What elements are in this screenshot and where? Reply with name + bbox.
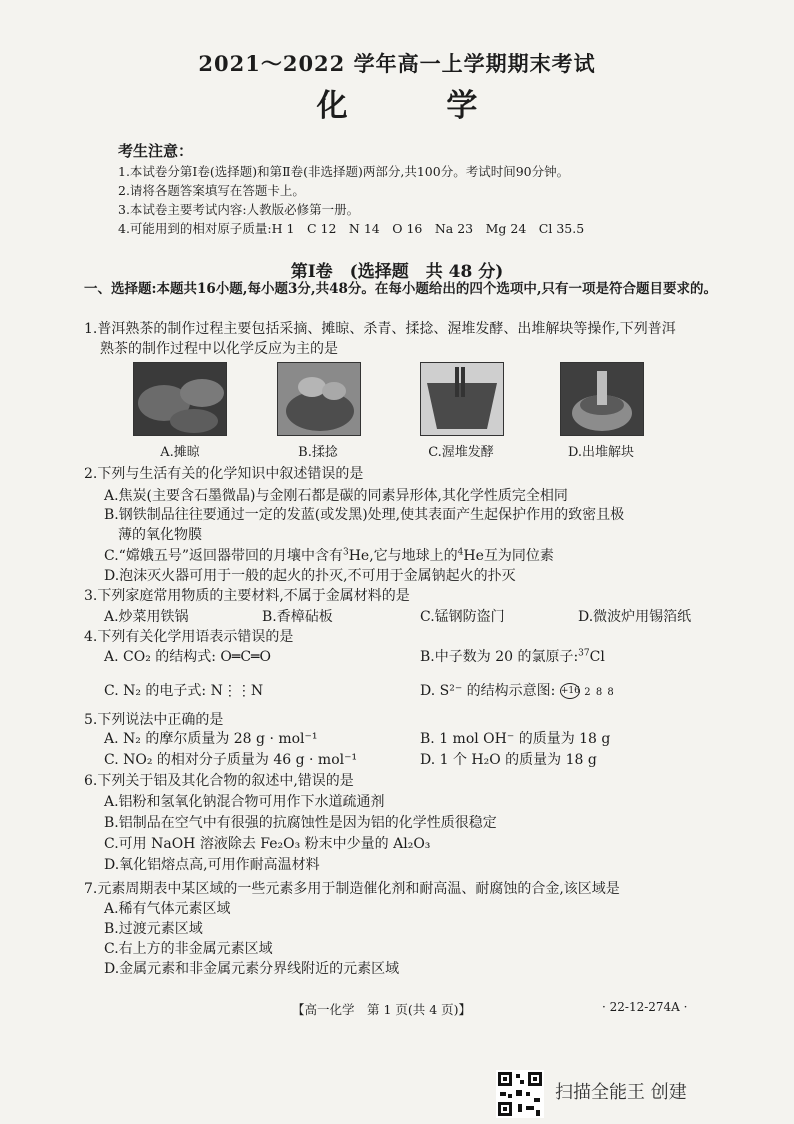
photo-c-pile-fermentation bbox=[420, 362, 504, 436]
q6-option-a: A.铝粉和氢氧化钠混合物可用作下水道疏通剂 bbox=[104, 794, 385, 810]
q3-stem: 3.下列家庭常用物质的主要材料,不属于金属材料的是 bbox=[84, 588, 410, 604]
q7-option-d: D.金属元素和非金属元素分界线附近的元素区域 bbox=[104, 961, 400, 977]
q5-stem: 5.下列说法中正确的是 bbox=[84, 712, 224, 728]
notice-item: 4.可能用到的相对原子质量:H 1 C 12 N 14 O 16 Na 23 Mg 24 Cl 35.5 bbox=[118, 221, 585, 236]
qr-code-icon bbox=[496, 1070, 544, 1118]
q5-option-c: C. NO₂ 的相对分子质量为 46 g · mol⁻¹ bbox=[104, 752, 358, 768]
q5-option-b: B. 1 mol OH⁻ 的质量为 18 g bbox=[420, 731, 611, 747]
q2-option-b-line2: 薄的氧化物膜 bbox=[118, 527, 202, 543]
q6-option-d: D.氧化铝熔点高,可用作耐高温材料 bbox=[104, 857, 320, 873]
q7-option-c: C.右上方的非金属元素区域 bbox=[104, 941, 273, 957]
electron-shells: 2 8 8 bbox=[584, 687, 615, 698]
q5-option-a: A. N₂ 的摩尔质量为 28 g · mol⁻¹ bbox=[104, 731, 318, 747]
q4-stem: 4.下列有关化学用语表示错误的是 bbox=[84, 629, 294, 645]
scanner-watermark: 扫描全能王 创建 bbox=[555, 1082, 687, 1103]
q4-option-a: A. CO₂ 的结构式: O═C═O bbox=[104, 649, 271, 665]
q1-stem-line2: 熟茶的制作过程中以化学反应为主的是 bbox=[100, 341, 338, 357]
q3-option-d: D.微波炉用锡箔纸 bbox=[578, 609, 692, 625]
photo-d-breaking-clumps bbox=[560, 362, 644, 436]
q2-option-c: C.“嫦娥五号”返回器带回的月壤中含有$^3$He,它与地球上的$^4$He互为同位素 bbox=[104, 547, 554, 564]
q7-option-b: B.过渡元素区域 bbox=[104, 921, 203, 937]
q2-option-d: D.泡沫灭火器可用于一般的起火的扑灭,不可用于金属钠起火的扑灭 bbox=[104, 568, 516, 584]
q1-stem-line1: 1.普洱熟茶的制作过程主要包括采摘、摊晾、杀青、揉捻、渥堆发酵、出堆解块等操作,下列普洱 bbox=[84, 321, 676, 337]
exam-code: · 22-12-274A · bbox=[602, 1000, 688, 1014]
photo-b-rolling-tea bbox=[277, 362, 361, 436]
caption-b: B.揉捻 bbox=[298, 445, 338, 460]
q7-option-a: A.稀有气体元素区域 bbox=[104, 901, 231, 917]
q5-option-d: D. 1 个 H₂O 的质量为 18 g bbox=[420, 752, 597, 768]
section-title: 第Ⅰ卷 (选择题 共 48 分) bbox=[290, 262, 504, 282]
notice-heading: 考生注意： bbox=[118, 142, 194, 160]
q6-option-b: B.铝制品在空气中有很强的抗腐蚀性是因为铝的化学性质很稳定 bbox=[104, 815, 497, 831]
caption-c: C.渥堆发酵 bbox=[428, 445, 494, 460]
photo-a-spreading-tea bbox=[133, 362, 227, 436]
notice-item: 1.本试卷分第Ⅰ卷(选择题)和第Ⅱ卷(非选择题)两部分,共100分。考试时间90分钟。 bbox=[118, 164, 570, 179]
q3-option-c: C.锰钢防盗门 bbox=[420, 609, 505, 625]
caption-a: A.摊晾 bbox=[160, 445, 200, 460]
page-footer: 【高一化学 第 1 页(共 4 页)】 bbox=[292, 1002, 472, 1017]
caption-d: D.出堆解块 bbox=[567, 445, 635, 460]
q2-option-a: A.焦炭(主要含石墨微晶)与金刚石都是碳的同素异形体,其化学性质完全相同 bbox=[104, 488, 568, 504]
q4-option-d: D. S²⁻ 的结构示意图: +16 2 8 8 bbox=[420, 683, 615, 699]
nucleus-circle: +16 bbox=[560, 683, 580, 699]
q2-option-b-line1: B.钢铁制品往往要通过一定的发蓝(或发黑)处理,使其表面产生起保护作用的致密且极 bbox=[104, 507, 625, 523]
q4-option-b: B.中子数为 20 的氯原子:$^{37}$Cl bbox=[420, 648, 605, 665]
q4-option-c: C. N₂ 的电子式: N⋮⋮N bbox=[104, 683, 264, 699]
q6-stem: 6.下列关于铝及其化合物的叙述中,错误的是 bbox=[84, 773, 354, 789]
exam-title: 2021～2022 学年高一上学期期末考试 bbox=[198, 51, 596, 76]
q2-stem: 2.下列与生活有关的化学知识中叙述错误的是 bbox=[84, 466, 364, 482]
notice-item: 3.本试卷主要考试内容:人教版必修第一册。 bbox=[118, 202, 360, 217]
subject-title: 化 学 bbox=[316, 88, 522, 124]
q3-option-b: B.香樟砧板 bbox=[262, 609, 333, 625]
q7-stem: 7.元素周期表中某区域的一些元素多用于制造催化剂和耐高温、耐腐蚀的合金,该区域是 bbox=[84, 881, 620, 897]
q3-option-a: A.炒菜用铁锅 bbox=[104, 609, 189, 625]
notice-item: 2.请将各题答案填写在答题卡上。 bbox=[118, 183, 305, 198]
q6-option-c: C.可用 NaOH 溶液除去 Fe₂O₃ 粉末中少量的 Al₂O₃ bbox=[104, 836, 431, 852]
section-instructions: 一、选择题:本题共16小题,每小题3分,共48分。在每小题给出的四个选项中,只有一项是符合题目要求的。 bbox=[84, 281, 718, 297]
